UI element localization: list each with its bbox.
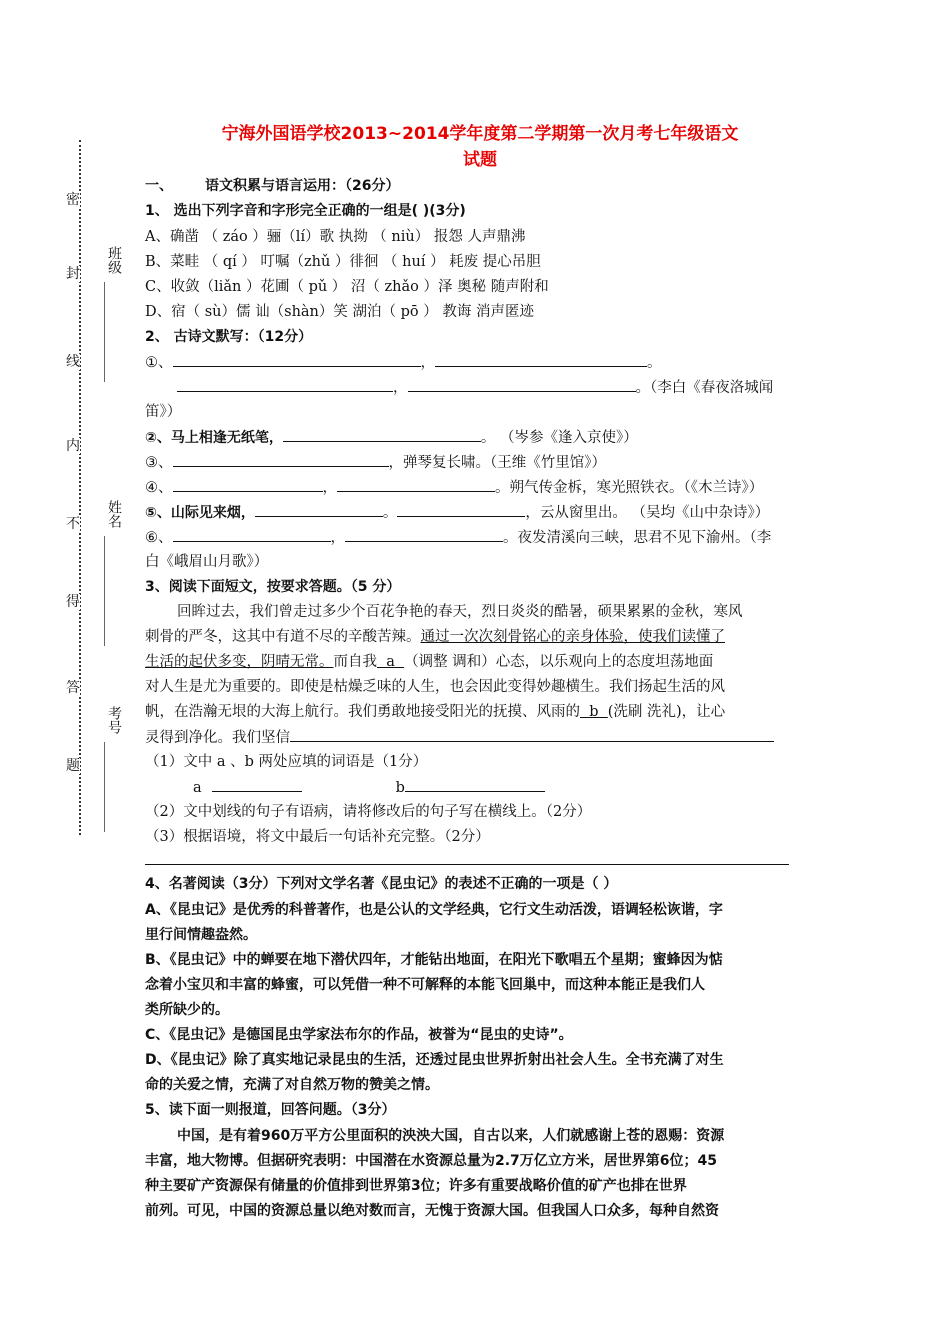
- passage-text: (洗刷 洗礼)，让心: [607, 704, 726, 720]
- question-4-option-d-cont: 命的关爱之情，充满了对自然万物的赞美之情。: [145, 1077, 439, 1093]
- poem-text: ，弹琴复长啸。（王维《竹里馆》）: [388, 455, 606, 471]
- question-1-stem: 1、 选出下列字音和字形完全正确的一组是( )(3分): [145, 203, 466, 219]
- passage-text: 刺骨的严冬，这其中有道不尽的辛酸苦辣。: [145, 629, 421, 645]
- passage-line: [145, 627, 725, 647]
- answer-blank[interactable]: [345, 527, 503, 542]
- passage-line: [145, 727, 774, 748]
- question-4-option-b[interactable]: B、《昆虫记》中的蝉要在地下潜伏四年，才能钻出地面，在阳光下歌唱五个星期；蜜蜂因为惦: [145, 952, 723, 968]
- poem-line-3: [145, 452, 606, 473]
- answer-blank[interactable]: [173, 527, 331, 542]
- report-line: 前列。可见，中国的资源总量以绝对数而言，无愧于资源大国。但我国人口众多，每种自然资: [145, 1203, 719, 1219]
- answer-blank[interactable]: [337, 477, 495, 492]
- name-blank[interactable]: [104, 536, 105, 646]
- report-line: 种主要矿产资源保有储量的价值排到世界第3位；许多有重要战略价值的矿产也排在世界: [145, 1178, 687, 1194]
- poem-line-6: [145, 527, 771, 548]
- answer-blank[interactable]: [283, 427, 481, 442]
- answer-line[interactable]: [145, 864, 789, 865]
- question-1-option-a[interactable]: A、确凿 （ záo ）骊（lí）歌 执拗 （ niù） 报怨 人声鼎沸: [145, 229, 526, 245]
- poem-text: ，云从窗里出。 （吴均《山中杂诗》）: [525, 505, 770, 521]
- answer-blank[interactable]: [290, 727, 774, 742]
- seal-char: 答: [66, 680, 80, 696]
- answer-blank[interactable]: [255, 502, 383, 517]
- item-number: ④、: [145, 480, 173, 496]
- question-5-stem: 5、读下面一则报道，回答问题。（3分）: [145, 1102, 396, 1118]
- poem-prompt: ⑤、山际见来烟，: [145, 505, 255, 521]
- seal-char: 密: [66, 192, 80, 208]
- period: 。: [382, 505, 398, 521]
- question-4-option-a-cont: 里行间情趣盎然。: [145, 927, 257, 943]
- report-line: 丰富，地大物博。但据研究表明：中国潜在水资源总量为2.7万亿立方米，居世界第6位；45: [145, 1153, 718, 1169]
- poem-text: 。朔气传金柝，寒光照铁衣。（《木兰诗》）: [495, 480, 764, 496]
- poem-line-1: [145, 352, 662, 373]
- question-4-option-b-cont: 类所缺少的。: [145, 1002, 229, 1018]
- name-label: 姓名: [106, 500, 122, 528]
- passage-text: 帆，在浩瀚无垠的大海上航行。我们勇敢地接受阳光的抚摸、风雨的: [145, 704, 580, 720]
- comma: ，: [330, 530, 345, 546]
- label-b: b: [395, 780, 405, 796]
- seal-char: 得: [66, 594, 80, 610]
- poem-line-4: [145, 477, 763, 498]
- passage-line: [145, 652, 713, 672]
- passage-text: （调整 调和）心态，以乐观向上的态度坦荡地面: [404, 654, 714, 670]
- seal-dotted-line: [79, 140, 81, 835]
- answer-blank[interactable]: [408, 377, 636, 392]
- sub-question-1-blanks: [193, 777, 545, 798]
- passage-line: 回眸过去，我们曾走过多少个百花争艳的春天，烈日炎炎的酷暑，硕果累累的金秋，寒风: [177, 604, 743, 620]
- poem-line-2: [145, 427, 638, 448]
- class-blank[interactable]: [104, 282, 105, 382]
- question-4-option-d[interactable]: D、《昆虫记》除了真实地记录昆虫的生活，还透过昆虫世界折射出社会人生。全书充满了对生: [145, 1052, 724, 1068]
- poem-line-5: [145, 502, 769, 523]
- question-1-option-d[interactable]: D、宿（ sù）儒 讪（shàn）笑 湖泊（ pō ） 教诲 消声匿迹: [145, 304, 534, 320]
- question-4-option-b-cont: 念着小宝贝和丰富的蜂蜜，可以凭借一种不可解释的本能飞回巢中，而这种本能正是我们人: [145, 977, 705, 993]
- answer-blank[interactable]: [173, 452, 389, 467]
- question-4-stem: 4、名著阅读（3分）下列对文学名著《昆虫记》的表述不正确的一项是（ ）: [145, 876, 618, 892]
- poem-source: 。（李白《春夜洛城闻: [635, 380, 774, 396]
- section-title: 语文积累与语言运用：（26分）: [205, 178, 400, 194]
- poem-prompt: ②、马上相逢无纸笔，: [145, 430, 283, 446]
- passage-text: 灵得到净化。我们坚信: [145, 730, 290, 746]
- blank-a[interactable]: a: [377, 654, 405, 670]
- answer-blank[interactable]: [435, 352, 647, 367]
- question-3-stem: 3、阅读下面短文，按要求答题。（5 分）: [145, 579, 401, 595]
- class-label: 班级: [106, 246, 122, 274]
- question-4-option-c[interactable]: C、《昆虫记》是德国昆虫学家法布尔的作品，被誉为“昆虫的史诗”。: [145, 1027, 573, 1043]
- exam-number-label: 考号: [106, 706, 122, 734]
- answer-blank-b[interactable]: [405, 777, 545, 792]
- seal-char: 题: [66, 758, 80, 774]
- label-a: a: [193, 780, 202, 796]
- answer-blank[interactable]: [173, 352, 421, 367]
- exam-number-blank[interactable]: [104, 742, 105, 832]
- sub-question-1: （1）文中 a 、b 两处应填的词语是（1分）: [145, 754, 428, 770]
- underlined-sentence: 生活的起伏多变，阴晴无常。: [145, 654, 334, 670]
- seal-char: 不: [66, 516, 80, 532]
- item-number: ⑥、: [145, 530, 173, 546]
- passage-line: 对人生是尤为重要的。即使是枯燥乏味的人生，也会因此变得妙趣横生。我们扬起生活的风: [145, 679, 725, 695]
- item-number: ③、: [145, 455, 173, 471]
- seal-char: 内: [66, 438, 80, 454]
- poem-source: 。 （岑参《逢入京使》）: [480, 430, 638, 446]
- question-1-option-c[interactable]: C、收敛（liǎn ）花圃（ pǔ ） 沼（ zhǎo ）泽 奥秘 随声附和: [145, 279, 549, 295]
- poem-source-cont: 笛》）: [145, 404, 182, 420]
- question-4-option-a[interactable]: A、《昆虫记》是优秀的科普著作，也是公认的文学经典，它行文生动活泼，语调轻松诙谐，字: [145, 902, 723, 918]
- answer-blank[interactable]: [397, 502, 525, 517]
- comma: ，: [393, 380, 408, 396]
- report-line: 中国，是有着960万平方公里面积的泱泱大国，自古以来，人们就感谢上苍的恩赐：资源: [177, 1128, 725, 1144]
- poem-line-1b: [177, 377, 773, 398]
- seal-char: 线: [66, 354, 80, 370]
- seal-char: 封: [66, 266, 80, 282]
- answer-blank-a[interactable]: [212, 777, 302, 792]
- underlined-sentence: 通过一次次刻骨铭心的亲身体验，使我们读懂了: [420, 629, 725, 645]
- question-2-stem: 2、 古诗文默写：（12分）: [145, 329, 313, 345]
- passage-text: 而自我: [333, 654, 377, 670]
- passage-line: [145, 702, 725, 722]
- period: 。: [647, 355, 662, 371]
- poem-text: 。夜发清溪向三峡，思君不见下渝州。（李: [503, 530, 772, 546]
- section-number: 一、: [145, 178, 173, 194]
- page-title: 宁海外国语学校2013~2014学年度第二学期第一次月考七年级语文: [221, 124, 739, 144]
- answer-blank[interactable]: [177, 377, 393, 392]
- answer-blank[interactable]: [173, 477, 323, 492]
- section-heading: [145, 176, 399, 196]
- comma: ，: [322, 480, 337, 496]
- sub-question-2: （2）文中划线的句子有语病，请将修改后的句子写在横线上。（2分）: [145, 804, 592, 820]
- question-1-option-b[interactable]: B、菜畦 （ qí ） 叮嘱（zhǔ ）徘徊 （ huí ） 耗废 提心吊胆: [145, 254, 541, 270]
- page-title-line2: 试题: [463, 150, 497, 170]
- poem-source-cont: 白《峨眉山月歌》）: [145, 554, 269, 570]
- sub-question-3: （3）根据语境，将文中最后一句话补充完整。（2分）: [145, 829, 490, 845]
- blank-b[interactable]: b: [580, 704, 608, 720]
- comma: ，: [420, 355, 435, 371]
- item-number: ①、: [145, 355, 173, 371]
